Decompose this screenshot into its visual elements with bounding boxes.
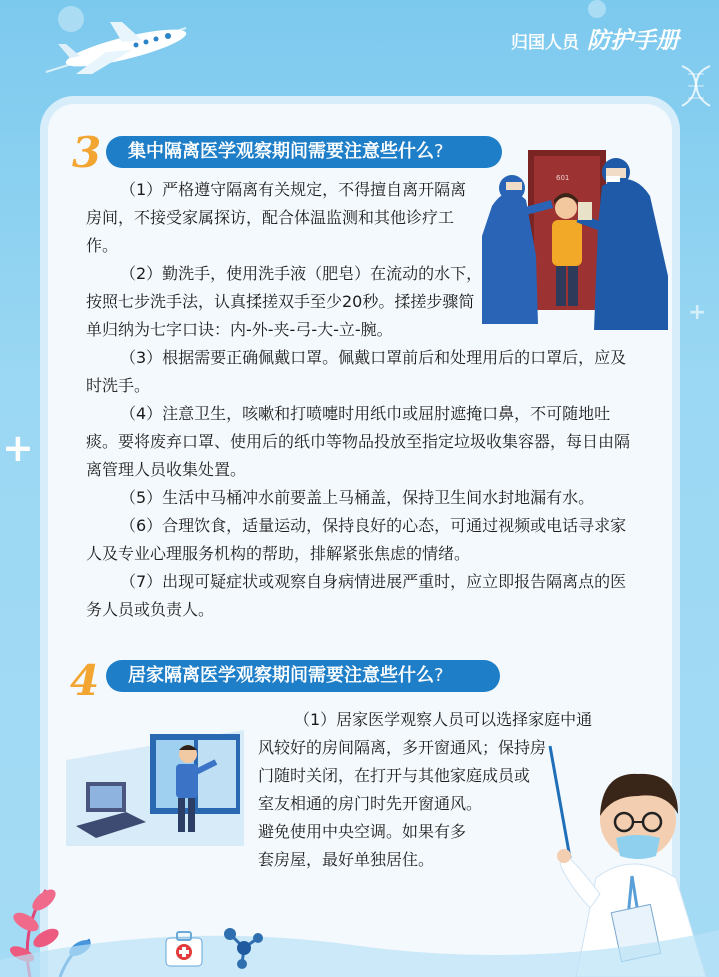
section-4-line: 避免使用中央空调。如果有多 — [258, 822, 467, 841]
dna-icon — [676, 62, 716, 112]
section-3-title-bar — [106, 136, 502, 168]
section-3-title-mark: ? — [434, 141, 444, 162]
section-4-title-bar — [106, 660, 500, 692]
section-3-number: 3 — [72, 128, 102, 177]
section-4-title: 居家隔离医学观察期间需要注意些什么 — [128, 665, 434, 686]
section-4-line: （1）居家医学观察人员可以选择家庭中通 — [294, 710, 593, 729]
section-3-paragraph: （1）严格遵守隔离有关规定，不得擅自离开隔离房间，不接受家属探访，配合体温监测和其他诊疗工作。 — [86, 180, 467, 255]
airplane-icon — [36, 14, 196, 80]
bottom-wave — [0, 900, 719, 977]
section-4-line: 门随时关闭，在打开与其他家庭成员或 — [258, 766, 531, 785]
plus-icon: + — [2, 426, 34, 470]
section-3-paragraph: （7）出现可疑症状或观察自身病情进展严重时，应立即报告隔离点的医务人员或负责人。 — [86, 572, 627, 619]
section-3-item-1 — [86, 176, 476, 260]
header-title-part2: 防护手册 — [587, 27, 679, 54]
section-3-paragraph: （6）合理饮食，适量运动，保持良好的心态，可通过视频或电话寻求家人及专业心理服务机构的帮助，排解紧张焦虑的情绪。 — [86, 516, 627, 563]
section-3-paragraph: （5）生活中马桶冲水前要盖上马桶盖，保持卫生间水封地漏有水。 — [120, 488, 595, 507]
section-3-paragraph: （2）勤洗手，使用洗手液（肥皂）在流动的水下，按照七步洗手法，认真揉搓双手至少20秒。揉搓步骤简单归纳为七字口诀：内-外-夹-弓-大-立-腕。 — [86, 264, 483, 339]
section-3-paragraph: （4）注意卫生，咳嗽和打喷嚏时用纸巾或屈肘遮掩口鼻，不可随地吐痰。要将废弃口罩、使用后的纸巾等物品投放至指定垃圾收集容器，每日由隔离管理人员收集处置。 — [86, 404, 631, 479]
section-4-line: 室友相通的房门时先开窗通风。 — [258, 794, 483, 813]
molecule-icon — [218, 920, 268, 970]
section-3-items-rest — [86, 344, 642, 624]
door-number: 601 — [556, 174, 570, 182]
section-3-paragraph: （3）根据需要正确佩戴口罩。佩戴口罩前后和处理用后的口罩后，应及时洗手。 — [86, 348, 627, 395]
section-3-title: 集中隔离医学观察期间需要注意些什么 — [128, 141, 434, 162]
header-title — [511, 22, 679, 55]
section-4-line: 风较好的房间隔离，多开窗通风；保持房 — [258, 738, 547, 757]
header-title-part1: 归国人员 — [511, 33, 579, 52]
window-ventilation-illustration — [66, 730, 244, 846]
section-4-line: 套房屋，最好单独居住。 — [258, 850, 435, 869]
deco-bubble — [588, 0, 606, 18]
plus-icon: + — [688, 300, 707, 325]
section-4-number: 4 — [70, 656, 100, 705]
section-3-items — [86, 260, 642, 344]
medical-kit-icon — [162, 928, 206, 968]
section-4-title-mark: ? — [434, 665, 444, 686]
